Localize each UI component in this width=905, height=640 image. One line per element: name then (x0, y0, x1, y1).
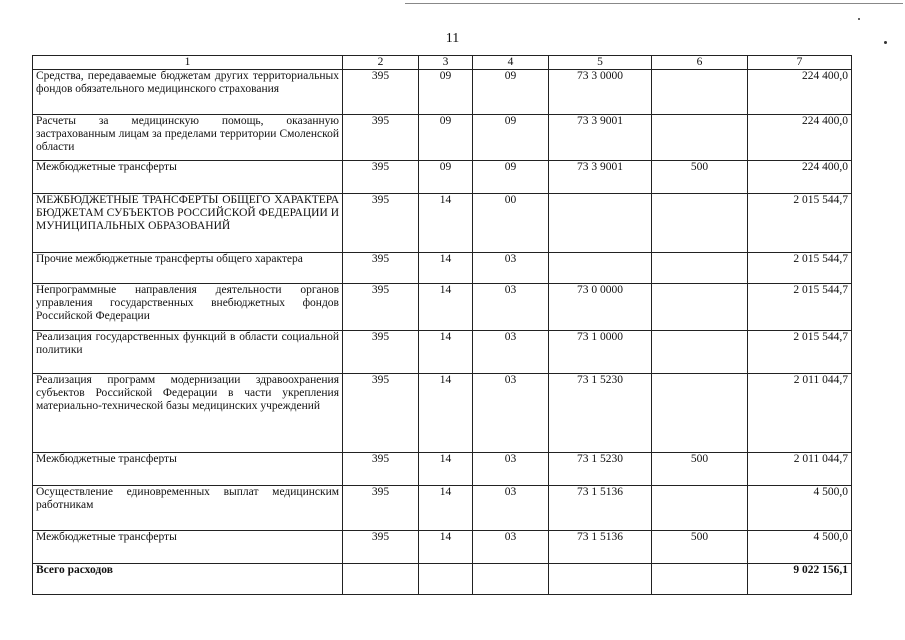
cell-subsection: 03 (473, 253, 549, 284)
cell-type: 500 (652, 161, 748, 194)
table-row (33, 70, 852, 115)
cell-subsection: 03 (473, 531, 549, 564)
row-name: Межбюджетные трансферты (33, 453, 343, 486)
cell-admin: 395 (343, 284, 419, 331)
expenditure-table (32, 55, 852, 595)
cell-amount: 2 015 544,7 (748, 194, 852, 253)
cell-article: 73 1 0000 (549, 331, 652, 374)
cell-subsection: 03 (473, 374, 549, 453)
cell-amount: 2 015 544,7 (748, 331, 852, 374)
scan-speck (884, 41, 887, 44)
table-row (33, 531, 852, 564)
table-row (33, 374, 852, 453)
cell-subsection: 09 (473, 70, 549, 115)
cell-type (652, 284, 748, 331)
table-row (33, 253, 852, 284)
cell-amount: 4 500,0 (748, 486, 852, 531)
cell-admin: 395 (343, 486, 419, 531)
cell-section: 14 (419, 253, 473, 284)
cell-section: 14 (419, 194, 473, 253)
cell-section: 09 (419, 115, 473, 161)
column-header: 5 (549, 56, 652, 70)
cell-amount: 2 015 544,7 (748, 284, 852, 331)
cell-section: 14 (419, 331, 473, 374)
cell-section: 09 (419, 70, 473, 115)
cell-article: 73 1 5230 (549, 374, 652, 453)
cell-empty (549, 564, 652, 595)
cell-subsection: 03 (473, 284, 549, 331)
table-row (33, 284, 852, 331)
table-row (33, 453, 852, 486)
table-row (33, 486, 852, 531)
cell-section: 09 (419, 161, 473, 194)
top-rule (405, 3, 903, 4)
cell-type (652, 331, 748, 374)
cell-admin: 395 (343, 331, 419, 374)
page-number: 11 (445, 31, 460, 46)
total-label: Всего расходов (33, 564, 343, 595)
row-name: Межбюджетные трансферты (33, 531, 343, 564)
cell-section: 14 (419, 531, 473, 564)
cell-amount: 4 500,0 (748, 531, 852, 564)
column-header: 1 (33, 56, 343, 70)
cell-type (652, 194, 748, 253)
cell-amount: 224 400,0 (748, 115, 852, 161)
cell-empty (419, 564, 473, 595)
cell-amount: 224 400,0 (748, 161, 852, 194)
cell-article: 73 1 5136 (549, 531, 652, 564)
column-header: 7 (748, 56, 852, 70)
cell-article: 73 0 0000 (549, 284, 652, 331)
cell-article: 73 3 9001 (549, 115, 652, 161)
column-header: 6 (652, 56, 748, 70)
cell-type (652, 374, 748, 453)
row-name: Прочие межбюджетные трансферты общего характера (33, 253, 343, 284)
cell-admin: 395 (343, 453, 419, 486)
row-name: Осуществление единовременных выплат медицинским работникам (33, 486, 343, 531)
cell-admin: 395 (343, 115, 419, 161)
cell-empty (652, 564, 748, 595)
column-header: 2 (343, 56, 419, 70)
total-amount: 9 022 156,1 (748, 564, 852, 595)
table-row (33, 115, 852, 161)
cell-type (652, 115, 748, 161)
cell-empty (473, 564, 549, 595)
cell-subsection: 03 (473, 453, 549, 486)
cell-article: 73 3 0000 (549, 70, 652, 115)
cell-type (652, 253, 748, 284)
cell-admin: 395 (343, 253, 419, 284)
row-name: МЕЖБЮДЖЕТНЫЕ ТРАНСФЕРТЫ ОБЩЕГО ХАРАКТЕРА БЮДЖЕТАМ СУБЪЕКТОВ РОССИЙСКОЙ ФЕДЕРАЦИИ И МУНИЦИПАЛЬНЫХ ОБРАЗОВАНИЙ (33, 194, 343, 253)
cell-type: 500 (652, 453, 748, 486)
row-name: Реализация государственных функций в области социальной политики (33, 331, 343, 374)
scan-speck (858, 18, 860, 20)
row-name: Реализация программ модернизации здравоохранения субъектов Российской Федерации в части укрепления материально-технической базы медицинских учреждений (33, 374, 343, 453)
row-name: Непрограммные направления деятельности органов управления государственных внебюджетных фондов Российской Федерации (33, 284, 343, 331)
cell-subsection: 03 (473, 486, 549, 531)
row-name: Средства, передаваемые бюджетам других территориальных фондов обязательного медицинского страхования (33, 70, 343, 115)
cell-amount: 2 015 544,7 (748, 253, 852, 284)
cell-article: 73 3 9001 (549, 161, 652, 194)
cell-subsection: 09 (473, 115, 549, 161)
table-row (33, 161, 852, 194)
row-name: Расчеты за медицинскую помощь, оказанную застрахованным лицам за пределами территории Смоленской области (33, 115, 343, 161)
row-name: Межбюджетные трансферты (33, 161, 343, 194)
cell-article (549, 253, 652, 284)
cell-type (652, 486, 748, 531)
cell-amount: 2 011 044,7 (748, 374, 852, 453)
cell-article (549, 194, 652, 253)
cell-section: 14 (419, 374, 473, 453)
table-row (33, 194, 852, 253)
cell-subsection: 00 (473, 194, 549, 253)
cell-subsection: 03 (473, 331, 549, 374)
header-row (33, 56, 852, 70)
column-header: 3 (419, 56, 473, 70)
cell-type: 500 (652, 531, 748, 564)
cell-admin: 395 (343, 194, 419, 253)
cell-article: 73 1 5136 (549, 486, 652, 531)
cell-amount: 224 400,0 (748, 70, 852, 115)
cell-article: 73 1 5230 (549, 453, 652, 486)
column-header: 4 (473, 56, 549, 70)
cell-admin: 395 (343, 531, 419, 564)
total-row (33, 564, 852, 595)
cell-type (652, 70, 748, 115)
cell-empty (343, 564, 419, 595)
table-row (33, 331, 852, 374)
cell-subsection: 09 (473, 161, 549, 194)
cell-admin: 395 (343, 374, 419, 453)
cell-section: 14 (419, 284, 473, 331)
cell-section: 14 (419, 453, 473, 486)
cell-section: 14 (419, 486, 473, 531)
cell-amount: 2 011 044,7 (748, 453, 852, 486)
cell-admin: 395 (343, 161, 419, 194)
cell-admin: 395 (343, 70, 419, 115)
